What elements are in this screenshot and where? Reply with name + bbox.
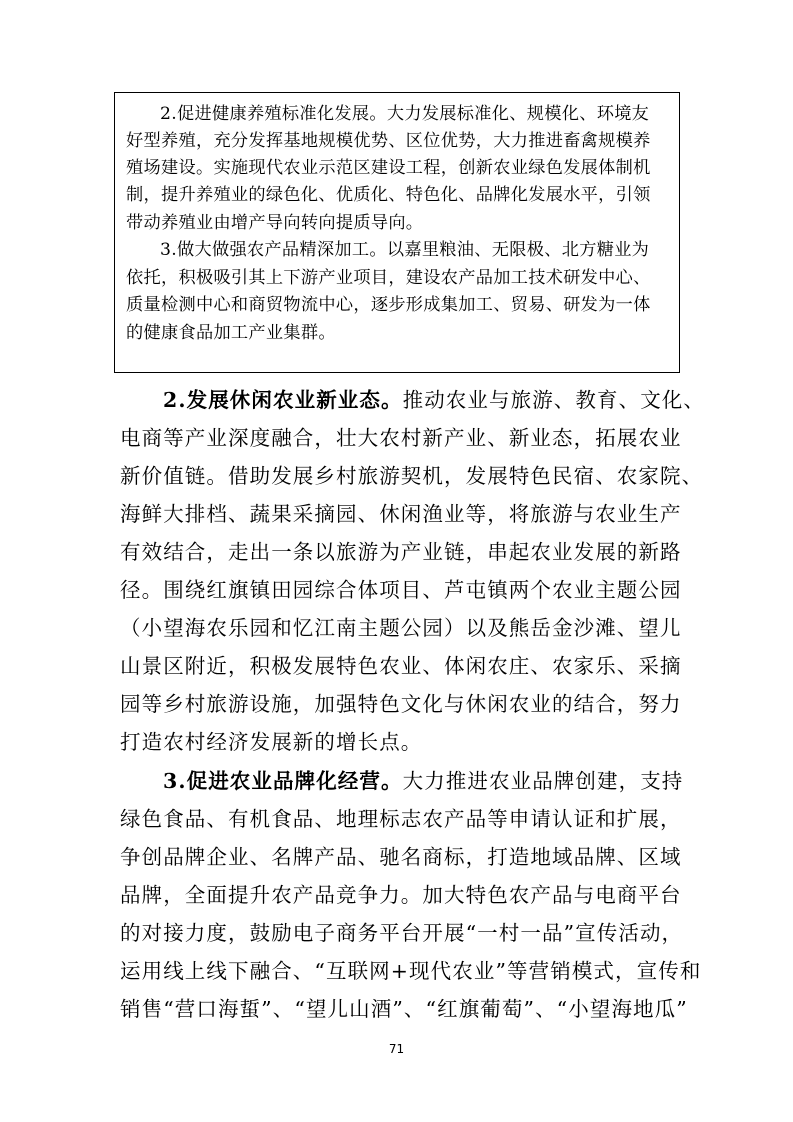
- section-3-line5: 的对接力度，鼓励电子商务平台开展“一村一品”宣传活动，: [120, 921, 684, 945]
- section-2-line9: 园等乡村旅游设施，加强特色文化与休闲农业的结合，努力: [120, 692, 682, 716]
- section-3-line4: 品牌，全面提升农产品竞争力。加大特色农产品与电商平台: [120, 883, 682, 907]
- section-2-line8: 山景区附近，积极发展特色农业、体闲农庄、农家乐、采摘: [120, 654, 682, 678]
- box-p2-line1: 3.做大做强农产品精深加工。以嘉里粮油、无限极、北方糖业为: [160, 240, 650, 260]
- section-2-line1-text: 推动农业与旅游、教育、文化、: [402, 388, 706, 412]
- section-2-heading: 2.发展休闲农业新业态。: [163, 388, 403, 412]
- page-number: 71: [388, 1042, 405, 1056]
- section-2-line3: 新价值链。借助发展乡村旅游契机，发展特色民宿、农家院、: [120, 464, 704, 488]
- section-3-line7: 销售“营口海蜇”、“望儿山酒”、“红旗葡萄”、“小望海地瓜”: [120, 997, 688, 1021]
- highlight-box: [114, 92, 680, 373]
- box-p1-line5: 带动养殖业由增产导向转向提质导向。: [126, 213, 424, 233]
- box-p2-line4: 的健康食品加工产业集群。: [126, 323, 336, 343]
- section-2-line5: 有效结合，走出一条以旅游为产业链，串起农业发展的新路: [120, 540, 682, 564]
- box-p1-line2: 好型养殖，充分发挥基地规模优势、区位优势，大力推进畜禽规模养: [126, 131, 651, 151]
- section-3-line1: [163, 766, 683, 796]
- box-p1-line4: 制，提升养殖业的绿色化、优质化、特色化、品牌化发展水平，引领: [126, 185, 651, 205]
- box-p2-line3: 质量检测中心和商贸物流中心，逐步形成集加工、贸易、研发为一体: [126, 295, 651, 315]
- box-p1-line1: 2.促进健康养殖标准化发展。大力发展标准化、规模化、环境友: [160, 104, 650, 124]
- section-3-line1-text: 大力推进农业品牌创建，支持: [402, 769, 684, 793]
- section-3-line6: 运用线上线下融合、“互联网+现代农业”等营销模式，宣传和: [120, 959, 702, 983]
- section-2-line7: （小望海农乐园和忆江南主题公园）以及熊岳金沙滩、望儿: [120, 616, 682, 640]
- section-2-line1: [163, 385, 705, 415]
- section-3-line2: 绿色食品、有机食品、地理标志农产品等申请认证和扩展，: [120, 807, 682, 831]
- section-2-line4: 海鲜大排档、蔬果采摘园、休闲渔业等，将旅游与农业生产: [120, 502, 682, 526]
- section-2-line10: 打造农村经济发展新的增长点。: [120, 730, 423, 754]
- box-p2-line2: 依托，积极吸引其上下游产业项目，建设农产品加工技术研发中心、: [126, 268, 651, 288]
- box-p1-line3: 殖场建设。实施现代农业示范区建设工程，创新农业绿色发展体制机: [126, 158, 651, 178]
- section-2-line2: 电商等产业深度融合，壮大农村新产业、新业态，拓展农业: [120, 426, 682, 450]
- section-2-line6: 径。围绕红旗镇田园综合体项目、芦屯镇两个农业主题公园: [120, 578, 682, 602]
- section-3-line3: 争创品牌企业、名牌产品、驰名商标，打造地域品牌、区域: [120, 845, 682, 869]
- section-3-heading: 3.促进农业品牌化经营。: [163, 769, 403, 793]
